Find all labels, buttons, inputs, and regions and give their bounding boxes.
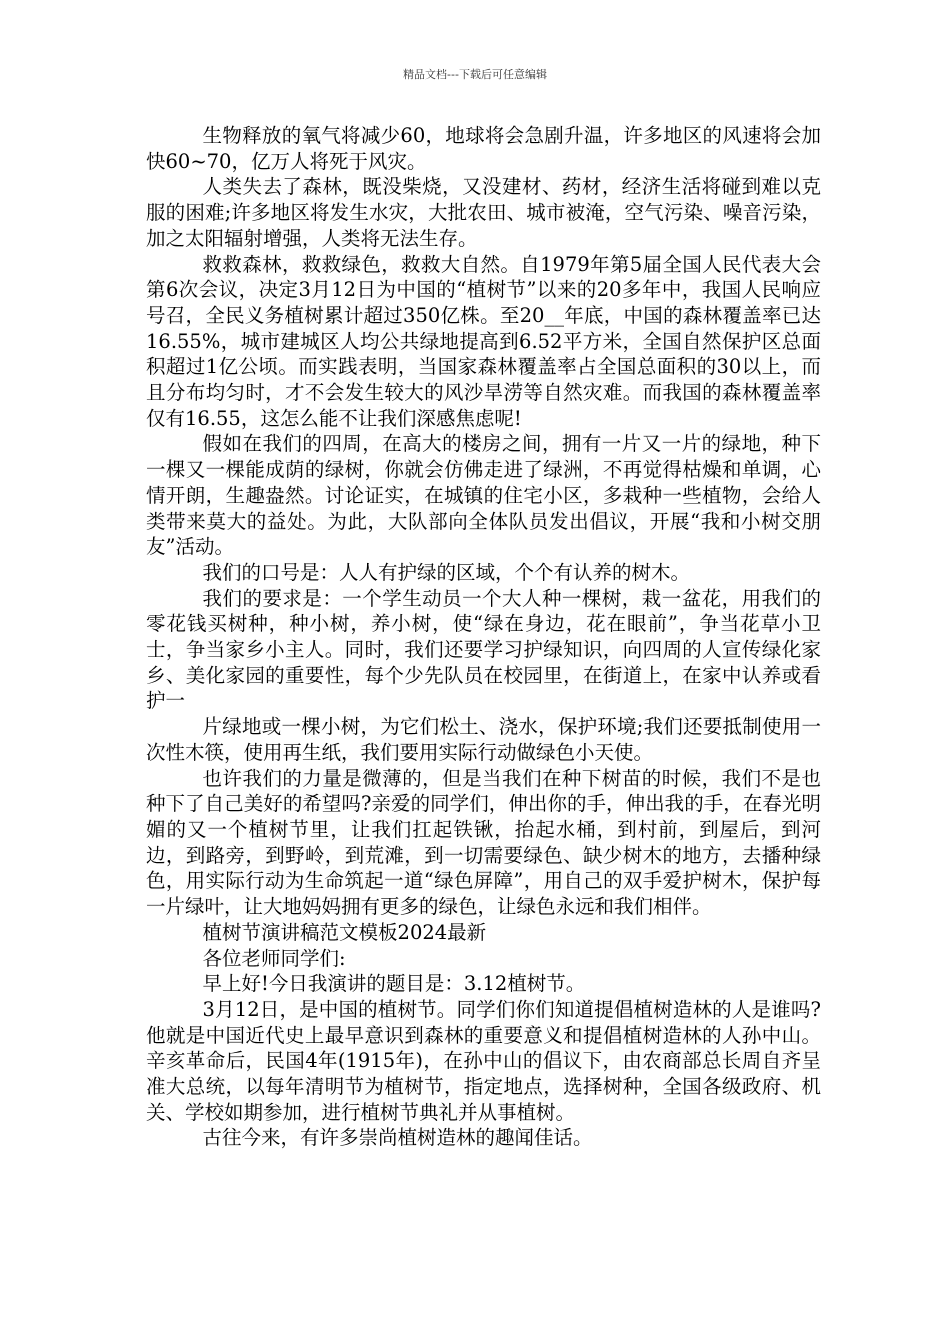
salutation: 各位老师同学们: [202,946,346,970]
paragraph: 我们的口号是：人人有护绿的区域，个个有认养的树木。 [202,560,691,584]
paragraph: 生物释放的氧气将减少60，地球将会急剧升温，许多地区的风速将会加快60~70，亿万人将死于风灾。 [146,124,821,173]
paragraph: 假如在我们的四周，在高大的楼房之间，拥有一片又一片的绿地，种下一棵又一棵能成荫的绿树，你就会仿佛走进了绿洲，不再觉得枯燥和单调，心情开朗，生趣盎然。讨论证实，在城镇的住宅小区，多栽种一些植物，会给人类带来莫大的益处。为此，大队部向全体队员发出倡议，开展“我和小树交朋友”活动。 [146,432,821,559]
section-title: 植树节演讲稿范文模板2024最新 [202,920,487,944]
paragraph: 也许我们的力量是微薄的，但是当我们在种下树苗的时候，我们不是也种下了自己美好的希望吗?亲爱的同学们，伸出你的手，伸出我的手，在春光明媚的又一个植树节里，让我们扛起铁锹，抬起水桶，到村前，到屋后，到河边，到路旁，到野岭，到荒滩，到一切需要绿色、缺少树木的地方，去播种绿色，用实际行动为生命筑起一道“绿色屏障”，用自己的双手爱护树木，保护每一片绿叶，让大地妈妈拥有更多的绿色，让绿色永远和我们相伴。 [146,766,821,919]
paragraph: 我们的要求是：一个学生动员一个大人种一棵树，栽一盆花，用我们的零花钱买树种，种小树，养小树，使“绿在身边，花在眼前”，争当花草小卫士，争当家乡小主人。同时，我们还要学习护绿知识，向四周的人宣传绿化家乡、美化家园的重要性，每个少先队员在校园里，在街道上，在家中认养或看护一 [146,586,821,713]
document-body [146,123,821,1151]
paragraph: 3月12日，是中国的植树节。同学们你们知道提倡植树造林的人是谁吗?他就是中国近代史上最早意识到森林的重要意义和提倡植树造林的人孙中山。辛亥革命后，民国4年(1915年)，在孙中山的倡议下，由农商部总长周自齐呈准大总统，以每年清明节为植树节，指定地点，选择树种，全国各级政府、机关、学校如期参加，进行植树节典礼并从事植树。 [146,997,821,1124]
paragraph: 片绿地或一棵小树，为它们松土、浇水，保护环境;我们还要抵制使用一次性木筷，使用再生纸，我们要用实际行动做绿色小天使。 [146,715,821,764]
paragraph: 早上好!今日我演讲的题目是：3.12植树节。 [202,972,586,996]
page-header: 精品文档---下载后可任意编辑 [403,68,547,81]
paragraph: 古往今来，有许多崇尚植树造林的趣闻佳话。 [202,1126,593,1150]
paragraph: 救救森林，救救绿色，救救大自然。自1979年第5届全国人民代表大会第6次会议，决定3月12日为中国的“植树节”以来的20多年中，我国人民响应号召，全民义务植树累计超过350亿株。至20__年底，中国的森林覆盖率已达16.55%，城市建城区人均公共绿地提高到6.52平方米，全国自然保护区总面积超过1亿公顷。而实践表明，当国家森林覆盖率占全国总面积的30以上，而且分布均匀时，才不会发生较大的风沙旱涝等自然灾难。而我国的森林覆盖率仅有16.55，这怎么能不让我们深感焦虑呢! [146,252,821,430]
paragraph: 人类失去了森林，既没柴烧，又没建材、药材，经济生活将碰到难以克服的困难;许多地区将发生水灾，大批农田、城市被淹，空气污染、噪音污染，加之太阳辐射增强，人类将无法生存。 [146,175,821,250]
